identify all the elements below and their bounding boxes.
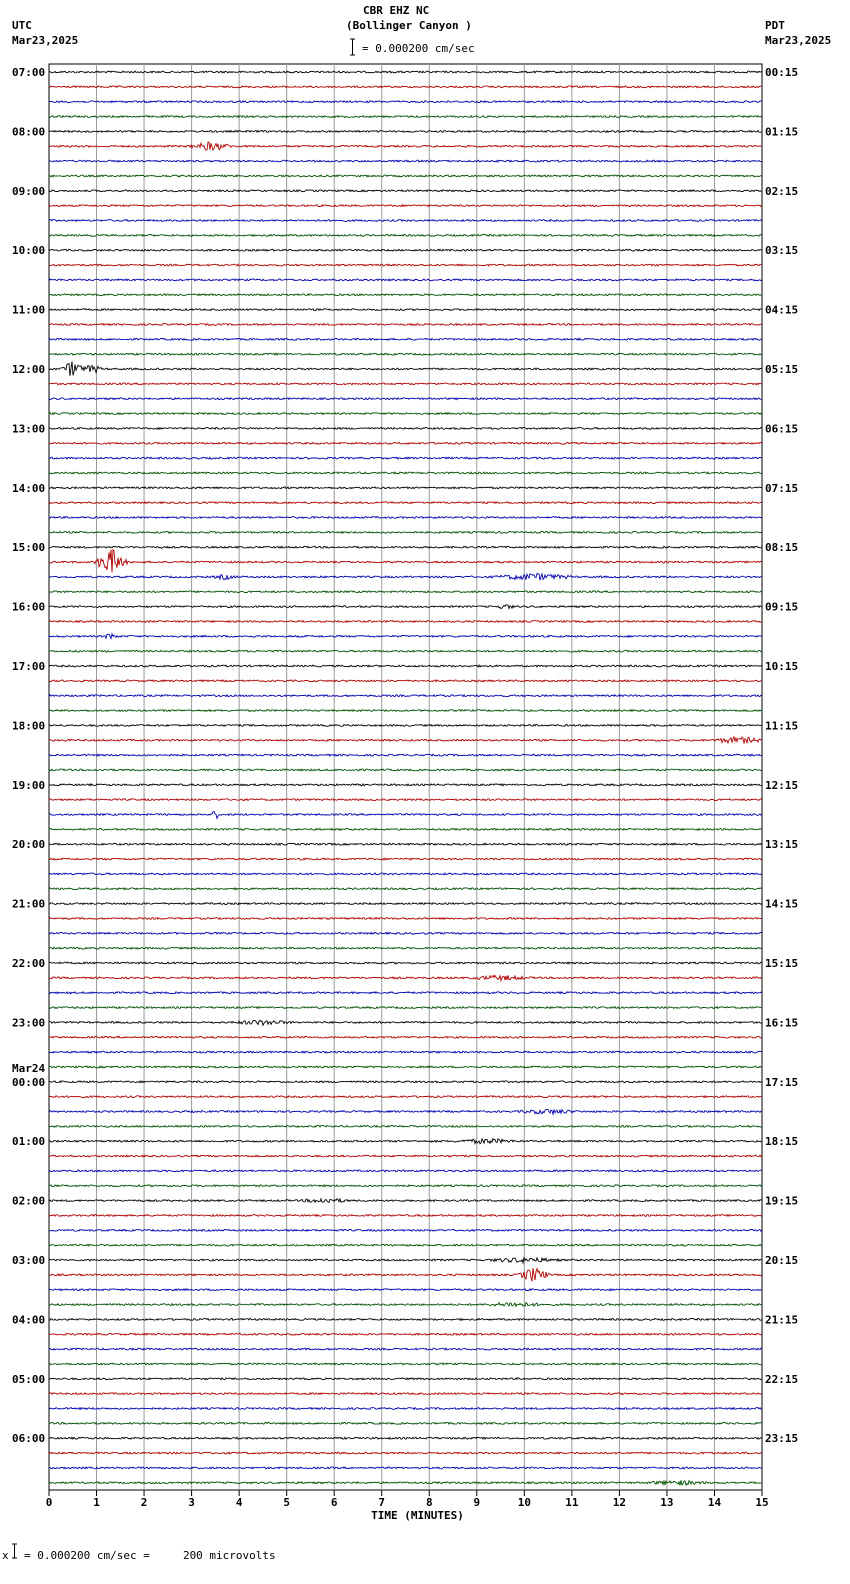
seismic-trace	[49, 1229, 762, 1231]
pdt-hour-label: 23:15	[765, 1432, 799, 1446]
seismic-trace	[49, 1020, 762, 1025]
pdt-hour-label: 15:15	[765, 957, 799, 970]
pdt-hour-label: 12:15	[765, 778, 799, 792]
pdt-hour-label: 02:15	[765, 184, 799, 198]
seismic-trace	[49, 799, 762, 801]
seismic-trace	[49, 1319, 762, 1321]
seismic-trace	[49, 413, 762, 415]
utc-hour-label: 22:00	[12, 957, 46, 970]
seismic-trace	[49, 1051, 762, 1053]
x-tick-label: 4	[235, 1496, 243, 1509]
seismic-trace	[49, 1036, 762, 1038]
seismic-trace	[49, 1258, 762, 1263]
seismic-trace	[49, 975, 762, 980]
utc-hour-label: 03:00	[12, 1254, 46, 1267]
seismic-trace	[49, 532, 762, 534]
seismic-trace	[49, 205, 762, 207]
seismic-trace	[49, 574, 762, 581]
utc-hour-label: 07:00	[12, 66, 46, 79]
pdt-hour-label: 16:15	[765, 1016, 799, 1030]
pdt-hour-label: 21:15	[765, 1313, 799, 1327]
seismic-trace	[49, 546, 762, 548]
seismic-trace	[49, 811, 762, 818]
seismic-trace	[49, 992, 762, 994]
footer-scale-label: = 0.000200 cm/sec = 200 microvolts	[24, 1549, 276, 1562]
seismic-trace	[49, 918, 762, 920]
seismic-trace	[49, 338, 762, 340]
seismic-trace	[49, 605, 762, 609]
seismic-trace	[49, 324, 762, 326]
seismic-trace	[49, 680, 762, 682]
pdt-hour-label: 14:15	[765, 897, 799, 911]
utc-hour-label: 05:00	[12, 1372, 46, 1386]
utc-hour-label: 04:00	[12, 1313, 46, 1327]
x-tick-label: 8	[425, 1496, 433, 1509]
seismic-trace	[49, 1348, 762, 1350]
x-axis-label: TIME (MINUTES)	[371, 1509, 464, 1522]
seismic-trace	[49, 116, 762, 118]
x-tick-label: 2	[140, 1496, 148, 1509]
x-tick-label: 11	[565, 1496, 579, 1509]
seismic-trace	[49, 220, 762, 222]
utc-hour-label: 01:00	[12, 1135, 46, 1149]
seismic-trace	[49, 398, 762, 400]
utc-hour-label: 12:00	[12, 363, 46, 376]
station-title: CBR EHZ NC	[363, 4, 430, 17]
seismic-trace	[49, 1066, 762, 1068]
seismic-trace	[49, 1199, 762, 1203]
pdt-hour-label: 07:15	[765, 481, 799, 495]
seismic-trace	[49, 932, 762, 934]
utc-hour-label: 02:00	[12, 1194, 46, 1208]
seismic-trace	[49, 962, 762, 964]
utc-hour-label: 00:00	[12, 1075, 46, 1089]
utc-hour-label: 11:00	[12, 303, 46, 317]
seismic-trace	[49, 1408, 762, 1410]
seismic-trace	[49, 1268, 762, 1281]
seismic-trace	[49, 903, 762, 905]
utc-hour-label: 16:00	[12, 600, 46, 614]
seismic-trace	[49, 1378, 762, 1380]
pdt-hour-label: 06:15	[765, 422, 799, 436]
seismic-trace	[49, 621, 762, 623]
seismic-trace	[49, 1480, 762, 1485]
footer-scale-prefix: x	[2, 1549, 9, 1562]
seismic-trace	[49, 591, 762, 593]
pdt-hour-label: 13:15	[765, 838, 799, 852]
pdt-hour-label: 19:15	[765, 1194, 799, 1208]
pdt-hour-label: 17:15	[765, 1075, 799, 1089]
seismic-trace	[49, 353, 762, 355]
seismic-trace	[49, 1423, 762, 1425]
seismic-trace	[49, 457, 762, 459]
x-tick-label: 12	[612, 1496, 627, 1509]
utc-hour-label: 08:00	[12, 125, 46, 139]
seismic-trace	[49, 725, 762, 727]
seismic-trace	[49, 695, 762, 697]
seismic-trace	[49, 175, 762, 177]
seismic-trace	[49, 1244, 762, 1246]
seismic-trace	[49, 383, 762, 385]
utc-hour-label: 18:00	[12, 719, 46, 733]
utc-hour-label: 23:00	[12, 1016, 46, 1030]
seismic-trace	[49, 1303, 762, 1307]
seismic-trace	[49, 1363, 762, 1365]
seismic-trace	[49, 843, 762, 845]
seismic-trace	[49, 1467, 762, 1469]
seismic-trace	[49, 86, 762, 88]
footer-scale-bar-icon	[11, 1543, 18, 1559]
left-timezone: UTC	[12, 19, 32, 32]
pdt-hour-label: 00:15	[765, 66, 799, 79]
seismic-trace	[49, 754, 762, 756]
seismic-trace	[49, 472, 762, 474]
seismic-trace	[49, 442, 762, 444]
x-tick-label: 13	[660, 1496, 674, 1509]
x-tick-label: 0	[45, 1496, 53, 1509]
utc-hour-label: 17:00	[12, 660, 46, 673]
seismic-trace	[49, 1289, 762, 1291]
seismic-trace	[49, 190, 762, 192]
utc-hour-label: 15:00	[12, 541, 46, 555]
x-tick-label: 15	[755, 1496, 769, 1509]
utc-hour-label: 13:00	[12, 422, 46, 436]
plot-frame	[49, 64, 762, 1490]
seismic-trace	[49, 428, 762, 430]
pdt-hour-label: 22:15	[765, 1372, 799, 1386]
seismic-trace	[49, 858, 762, 860]
pdt-hour-label: 08:15	[765, 541, 799, 555]
seismic-trace	[49, 1096, 762, 1098]
seismic-trace	[49, 634, 762, 639]
seismic-trace	[49, 235, 762, 237]
seismic-trace	[49, 947, 762, 949]
x-tick-label: 3	[188, 1496, 195, 1509]
seismic-trace	[49, 873, 762, 875]
site-name: (Bollinger Canyon )	[346, 19, 472, 32]
seismic-trace	[49, 1139, 762, 1144]
seismic-trace	[49, 650, 762, 652]
seismic-trace	[49, 361, 762, 375]
utc-hour-label: 21:00	[12, 897, 46, 911]
right-date: Mar23,2025	[765, 34, 832, 47]
seismic-trace	[49, 1185, 762, 1187]
x-tick-label: 6	[330, 1496, 338, 1509]
pdt-hour-label: 03:15	[765, 244, 799, 258]
utc-hour-label: 06:00	[12, 1432, 46, 1446]
seismic-trace	[49, 769, 762, 771]
seismic-trace	[49, 1170, 762, 1172]
x-tick-label: 5	[283, 1496, 290, 1509]
seismic-trace	[49, 249, 762, 251]
seismic-trace	[49, 1215, 762, 1217]
x-tick-label: 14	[707, 1496, 722, 1509]
day-change-label: Mar24	[12, 1061, 46, 1075]
utc-hour-label: 20:00	[12, 838, 46, 852]
pdt-hour-label: 20:15	[765, 1254, 799, 1267]
utc-hour-label: 09:00	[12, 184, 46, 198]
seismic-trace	[49, 1007, 762, 1009]
left-date: Mar23,2025	[12, 34, 79, 47]
pdt-hour-label: 09:15	[765, 600, 799, 614]
x-tick-label: 9	[473, 1496, 481, 1509]
x-tick-label: 1	[93, 1496, 100, 1509]
pdt-hour-label: 04:15	[765, 303, 799, 317]
seismic-trace	[49, 487, 762, 489]
seismic-trace	[49, 502, 762, 504]
seismic-trace	[49, 1155, 762, 1157]
seismic-trace	[49, 784, 762, 786]
seismic-trace	[49, 294, 762, 296]
seismic-trace	[49, 737, 762, 744]
seismic-trace	[49, 1333, 762, 1335]
seismic-trace	[49, 1393, 762, 1395]
seismic-trace	[49, 665, 762, 667]
x-tick-label: 7	[378, 1496, 386, 1509]
pdt-hour-label: 10:15	[765, 660, 799, 673]
seismic-trace	[49, 710, 762, 712]
seismic-trace	[49, 550, 762, 573]
seismic-trace	[49, 71, 762, 73]
seismic-trace	[49, 1126, 762, 1128]
seismic-trace	[49, 1081, 762, 1083]
seismic-trace	[49, 101, 762, 103]
seismic-trace	[49, 1452, 762, 1454]
pdt-hour-label: 11:15	[765, 719, 799, 733]
utc-hour-label: 19:00	[12, 778, 46, 792]
utc-hour-label: 10:00	[12, 244, 46, 258]
seismic-trace	[49, 160, 762, 162]
seismic-trace	[49, 279, 762, 281]
seismic-trace	[49, 264, 762, 266]
seismic-trace	[49, 142, 762, 150]
scale-label: = 0.000200 cm/sec	[362, 42, 475, 55]
pdt-hour-label: 05:15	[765, 363, 799, 376]
x-tick-label: 10	[517, 1496, 531, 1509]
seismic-trace	[49, 309, 762, 311]
seismic-trace	[49, 517, 762, 519]
right-timezone: PDT	[765, 19, 785, 32]
pdt-hour-label: 01:15	[765, 125, 799, 139]
seismic-trace	[49, 131, 762, 133]
seismic-trace	[49, 1437, 762, 1439]
utc-hour-label: 14:00	[12, 481, 46, 495]
seismic-trace	[49, 888, 762, 890]
seismic-trace	[49, 1109, 762, 1114]
pdt-hour-label: 18:15	[765, 1135, 799, 1149]
seismic-trace	[49, 829, 762, 831]
